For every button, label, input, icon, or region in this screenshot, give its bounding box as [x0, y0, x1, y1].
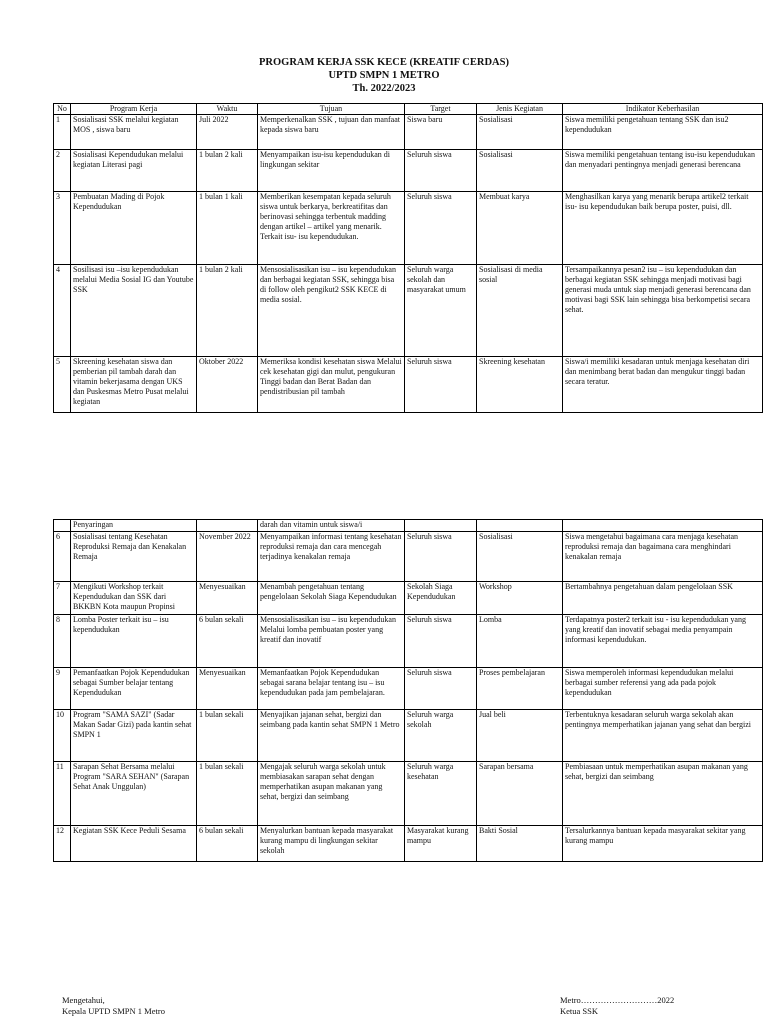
cell-program: Penyaringan — [71, 520, 197, 532]
program-table-page-2 — [53, 519, 763, 862]
col-header-waktu: Waktu — [197, 104, 258, 115]
cell-no: 1 — [54, 115, 71, 150]
cell-jenis: Proses pembelajaran — [477, 668, 563, 710]
cell-tujuan: Menyampaikan informasi tentang kesehatan reproduksi remaja dan cara mencegah terjadinya kenakalan remaja — [258, 532, 405, 582]
cell-program: Mengikuti Workshop terkait Kependudukan dan SSK dari BKKBN Kota maupun Propinsi — [71, 582, 197, 615]
cell-waktu: 1 bulan 1 kali — [197, 192, 258, 265]
cell-jenis: Sosialisasi — [477, 115, 563, 150]
cell-tujuan: darah dan vitamin untuk siswa/i — [258, 520, 405, 532]
cell-tujuan: Memeriksa kondisi kesehatan siswa Melalui cek kesehatan gigi dan mulut, pengukuran Tinggi badan dan Berat Badan dan pendistribusian pil tambah — [258, 357, 405, 413]
table-row — [54, 357, 763, 413]
cell-waktu: 1 bulan sekali — [197, 762, 258, 826]
cell-program: Sarapan Sehat Bersama melalui Program "SARA SEHAN" (Sarapan Sehat Anak Unggulan) — [71, 762, 197, 826]
table-header-row — [54, 104, 763, 115]
col-header-program: Program Kerja — [71, 104, 197, 115]
cell-waktu: 6 bulan sekali — [197, 826, 258, 862]
table-row-continuation — [54, 520, 763, 532]
cell-no — [54, 520, 71, 532]
signature-right — [560, 995, 674, 1017]
cell-target: Seluruh siswa — [405, 615, 477, 668]
cell-indikator: Tersalurkannya bantuan kepada masyarakat sekitar yang kurang mampu — [563, 826, 763, 862]
cell-waktu: 6 bulan sekali — [197, 615, 258, 668]
cell-indikator: Siswa memiliki pengetahuan tentang isu-isu kependudukan dan menyadari pentingnya menjadi generasi berencana — [563, 150, 763, 192]
cell-no: 8 — [54, 615, 71, 668]
cell-waktu: 1 bulan 2 kali — [197, 150, 258, 192]
cell-target: Seluruh siswa — [405, 192, 477, 265]
signature-right-date: Metro………………………2022 — [560, 995, 675, 1005]
cell-target: Sekolah Siaga Kependudukan — [405, 582, 477, 615]
cell-tujuan: Mensosialisasikan isu – isu kependudukan Melalui lomba pembuatan poster yang kreatif dan inovatif — [258, 615, 405, 668]
cell-waktu — [197, 520, 258, 532]
cell-waktu: November 2022 — [197, 532, 258, 582]
table-row — [54, 265, 763, 357]
cell-tujuan: Menyalurkan bantuan kepada masyarakat kurang mampu di lingkungan sekitar sekolah — [258, 826, 405, 862]
cell-target: Seluruh siswa — [405, 357, 477, 413]
cell-waktu: 1 bulan 2 kali — [197, 265, 258, 357]
col-header-no: No — [54, 104, 71, 115]
table-row — [54, 582, 763, 615]
cell-tujuan: Mengajak seluruh warga sekolah untuk membiasakan sarapan sehat dengan memperhatikan asupan makanan yang sehat, bergizi dan seimbang — [258, 762, 405, 826]
cell-target: Seluruh siswa — [405, 668, 477, 710]
cell-indikator: Terdapatnya poster2 terkait isu - isu kependudukan yang yang kreatif dan inovatif sebagai media penyampain informasi kependudukan. — [563, 615, 763, 668]
cell-target: Masyarakat kurang mampu — [405, 826, 477, 862]
cell-jenis: Skreening kesehatan — [477, 357, 563, 413]
cell-target: Siswa baru — [405, 115, 477, 150]
cell-jenis: Bakti Sosial — [477, 826, 563, 862]
table-row — [54, 115, 763, 150]
cell-target: Seluruh siswa — [405, 150, 477, 192]
cell-indikator: Siswa/i memiliki kesadaran untuk menjaga kesehatan diri dan menimbang berat badan dan mengukur tinggi badan secara teratur. — [563, 357, 763, 413]
cell-jenis — [477, 520, 563, 532]
cell-jenis: Sarapan bersama — [477, 762, 563, 826]
cell-jenis: Sosialisasi di media sosial — [477, 265, 563, 357]
cell-tujuan: Menyajikan jajanan sehat, bergizi dan seimbang pada kantin sehat SMPN 1 Metro — [258, 710, 405, 762]
school-name: UPTD SMPN 1 METRO — [328, 70, 440, 81]
cell-tujuan: Menambah pengetahuan tentang pengelolaan Sekolah Siaga Kependudukan — [258, 582, 405, 615]
table-row — [54, 762, 763, 826]
cell-waktu: Menyesuaikan — [197, 582, 258, 615]
cell-tujuan: Memberikan kesempatan kepada seluruh siswa untuk berkarya, berkreatifitas dan berinovasi sehingga terbentuk madding dengan artikel – artikel yang menarik. Terkait isu- isu kependudukan. — [258, 192, 405, 265]
cell-program: Lomba Poster terkait isu – isu kependudukan — [71, 615, 197, 668]
table-row — [54, 150, 763, 192]
cell-jenis: Sosialisasi — [477, 532, 563, 582]
cell-tujuan: Mensosialisasikan isu – isu kependudukan dan berbagai kegiatan SSK, sehingga bisa di follow oleh pengikut2 SSK KECE di media sosial. — [258, 265, 405, 357]
cell-jenis: Sosialisasi — [477, 150, 563, 192]
cell-program: Kegiatan SSK Kece Peduli Sesama — [71, 826, 197, 862]
cell-indikator: Tersampaikannya pesan2 isu – isu kependudukan dan berbagai kegiatan SSK sehingga menjadi motivasi bagi generasi muda untuk siap menjadi generasi berencana dan motivasi bagi SSK lain sehingga bisa berkompetisi secara sehat. — [563, 265, 763, 357]
cell-target: Seluruh warga sekolah dan masyarakat umum — [405, 265, 477, 357]
cell-program: Program "SAMA SAZI" (Sadar Makan Sadar Gizi) pada kantin sehat SMPN 1 — [71, 710, 197, 762]
cell-no: 5 — [54, 357, 71, 413]
table-row — [54, 710, 763, 762]
table-row — [54, 615, 763, 668]
cell-no: 10 — [54, 710, 71, 762]
col-header-indikator: Indikator Keberhasilan — [563, 104, 763, 115]
cell-tujuan: Memperkenalkan SSK , tujuan dan manfaat kepada siswa baru — [258, 115, 405, 150]
cell-jenis: Membuat karya — [477, 192, 563, 265]
cell-no: 12 — [54, 826, 71, 862]
cell-indikator: Siswa memperoleh informasi kependudukan melalui berbagai sumber referensi yang ada pada pojok kependudukan — [563, 668, 763, 710]
cell-jenis: Lomba — [477, 615, 563, 668]
cell-waktu: 1 bulan sekali — [197, 710, 258, 762]
cell-tujuan: Memanfaatkan Pojok Kependudukan sebagai sarana belajar tentang isu – isu kependudukan pada jam pembelajaran. — [258, 668, 405, 710]
signature-right-title: Ketua SSK — [560, 1006, 599, 1016]
cell-indikator: Menghasilkan karya yang menarik berupa artikel2 terkait isu- isu kependudukan baik berupa poster, puisi, dll. — [563, 192, 763, 265]
cell-no: 7 — [54, 582, 71, 615]
signature-left — [62, 995, 165, 1017]
table-row — [54, 826, 763, 862]
cell-target: Seluruh warga kesehatan — [405, 762, 477, 826]
cell-program: Skreening kesehatan siswa dan pemberian pil tambah darah dan vitamin bekerjasama dengan UKS dan Puskesmas Metro Pusat melalui kegiatan — [71, 357, 197, 413]
cell-program: Sosialisasi SSK melalui kegiatan MOS , siswa baru — [71, 115, 197, 150]
cell-no: 2 — [54, 150, 71, 192]
cell-indikator: Bertambahnya pengetahuan dalam pengelolaan SSK — [563, 582, 763, 615]
signature-left-label: Mengetahui, — [62, 995, 105, 1005]
table-row — [54, 532, 763, 582]
cell-target: Seluruh siswa — [405, 532, 477, 582]
col-header-jenis: Jenis Kegiatan — [477, 104, 563, 115]
cell-no: 4 — [54, 265, 71, 357]
cell-waktu: Menyesuaikan — [197, 668, 258, 710]
cell-program: Pembuatan Mading di Pojok Kependudukan — [71, 192, 197, 265]
table-row — [54, 668, 763, 710]
cell-program: Pemanfaatkan Pojok Kependudukan sebagai Sumber belajar tentang Kependudukan — [71, 668, 197, 710]
cell-target — [405, 520, 477, 532]
signature-left-title: Kepala UPTD SMPN 1 Metro — [62, 1006, 165, 1016]
cell-indikator: Siswa mengetahui bagaimana cara menjaga kesehatan reproduksi remaja dan bagaimana cara menghindari kenakalan remaja — [563, 532, 763, 582]
cell-indikator: Terbentuknya kesadaran seluruh warga sekolah akan pentingnya memperhatikan jajanan yang sehat dan bergizi — [563, 710, 763, 762]
cell-no: 3 — [54, 192, 71, 265]
table-row — [54, 192, 763, 265]
cell-program: Sosialisasi Kependudukan melalui kegiatan Literasi pagi — [71, 150, 197, 192]
program-table-page-1 — [53, 103, 763, 413]
cell-waktu: Juli 2022 — [197, 115, 258, 150]
document-title: PROGRAM KERJA SSK KECE (KREATIF CERDAS) — [259, 57, 509, 68]
cell-target: Seluruh warga sekolah — [405, 710, 477, 762]
cell-no: 6 — [54, 532, 71, 582]
cell-no: 9 — [54, 668, 71, 710]
cell-tujuan: Menyampaikan isu-isu kependudukan di lingkungan sekitar — [258, 150, 405, 192]
cell-waktu: Oktober 2022 — [197, 357, 258, 413]
col-header-target: Target — [405, 104, 477, 115]
col-header-tujuan: Tujuan — [258, 104, 405, 115]
cell-no: 11 — [54, 762, 71, 826]
school-year: Th. 2022/2023 — [352, 83, 416, 94]
cell-indikator: Pembiasaan untuk memperhatikan asupan makanan yang sehat, bergizi dan seimbang — [563, 762, 763, 826]
cell-program: Sosilisasi isu –isu kependudukan melalui Media Sosial IG dan Youtube SSK — [71, 265, 197, 357]
cell-program: Sosialisasi tentang Kesehatan Reproduksi Remaja dan Kenakalan Remaja — [71, 532, 197, 582]
cell-indikator: Siswa memiliki pengetahuan tentang SSK dan isu2 kependudukan — [563, 115, 763, 150]
cell-indikator — [563, 520, 763, 532]
cell-jenis: Workshop — [477, 582, 563, 615]
cell-jenis: Jual beli — [477, 710, 563, 762]
